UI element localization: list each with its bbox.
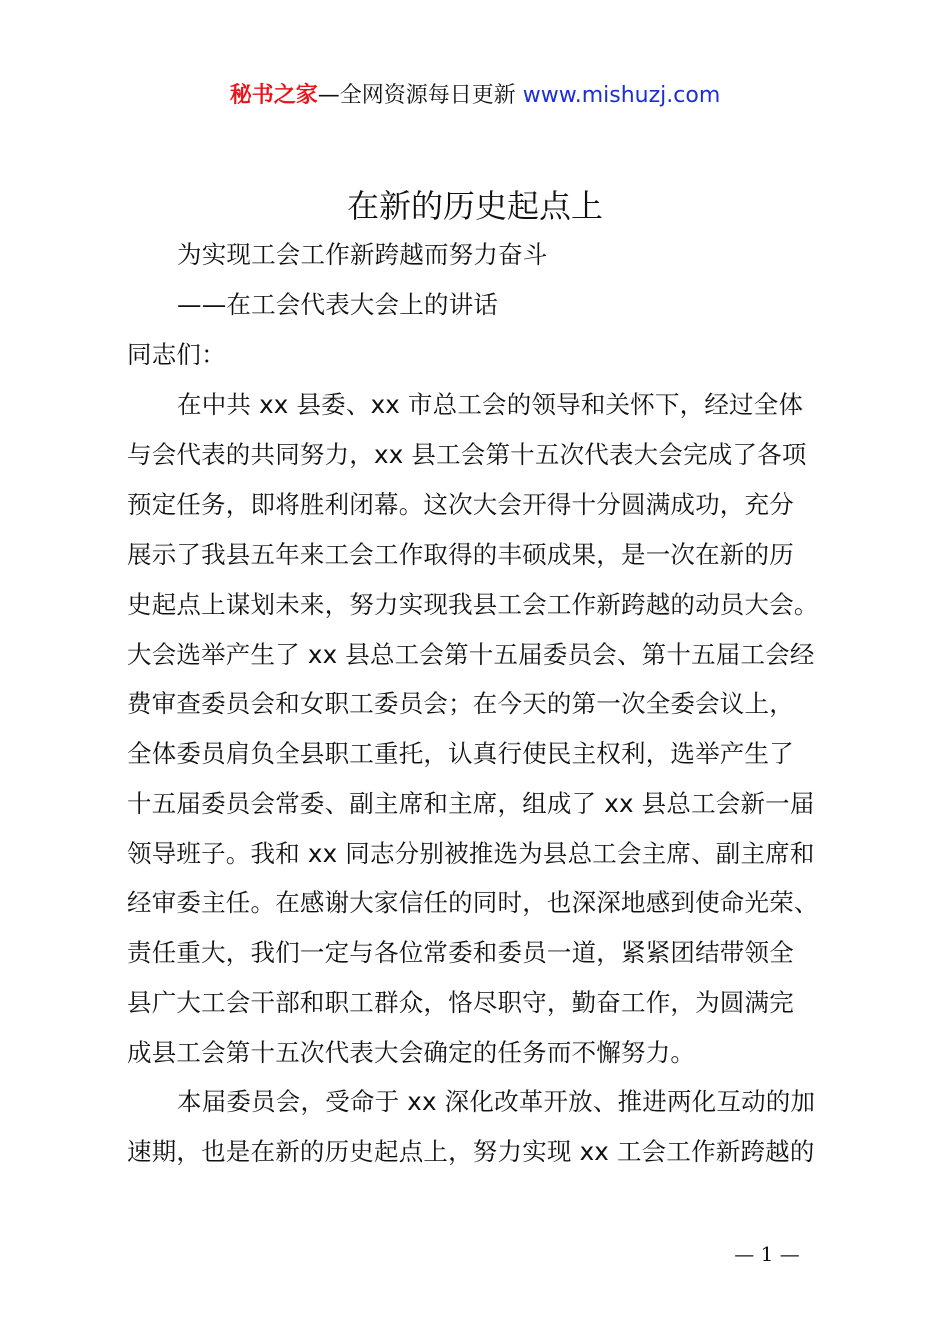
body-line: 费审查委员会和女职工委员会；在今天的第一次全委会议上， [127, 689, 794, 718]
body-line: 速期，也是在新的历史起点上，努力实现 xx 工会工作新跨越的 [127, 1137, 815, 1166]
body-line: 大会选举产生了 xx 县总工会第十五届委员会、第十五届工会经 [127, 640, 815, 669]
body-line: 与会代表的共同努力，xx 县工会第十五次代表大会完成了各项 [127, 440, 807, 469]
body-line: 县广大工会干部和职工群众，恪尽职守，勤奋工作，为圆满完 [127, 988, 794, 1017]
brand-name: 秘书之家 [229, 83, 318, 108]
body-line: 史起点上谋划未来，努力实现我县工会工作新跨越的动员大会。 [127, 590, 819, 619]
site-url-link[interactable]: www.mishuzj.com [522, 83, 721, 108]
body-line: 本届委员会，受命于 xx 深化改革开放、推进两化互动的加 [177, 1087, 816, 1116]
document-subtitle: 为实现工会工作新跨越而努力奋斗 [177, 240, 548, 269]
body-line: 展示了我县五年来工会工作取得的丰硕成果，是一次在新的历 [127, 540, 794, 569]
body-line: 全体委员肩负全县职工重托，认真行使民主权利，选举产生了 [127, 739, 794, 768]
header-tagline: —全网资源每日更新 [317, 83, 516, 108]
page-number: — 1 — [734, 1242, 800, 1266]
body-line: 十五届委员会常委、副主席和主席，组成了 xx 县总工会新一届 [127, 789, 815, 818]
site-header [0, 80, 950, 112]
body-line: 在中共 xx 县委、xx 市总工会的领导和关怀下，经过全体 [177, 390, 804, 419]
body-line: 成县工会第十五次代表大会确定的任务而不懈努力。 [127, 1038, 696, 1067]
speech-note: ——在工会代表大会上的讲话 [177, 290, 499, 319]
body-line: 经审委主任。在感谢大家信任的同时，也深深地感到使命光荣、 [127, 888, 819, 917]
document-title: 在新的历史起点上 [346, 187, 603, 225]
body-line: 责任重大，我们一定与各位常委和委员一道，紧紧团结带领全 [127, 938, 794, 967]
body-line: 领导班子。我和 xx 同志分别被推选为县总工会主席、副主席和 [127, 839, 815, 868]
salutation: 同志们： [127, 340, 226, 369]
body-line: 预定任务，即将胜利闭幕。这次大会开得十分圆满成功，充分 [127, 490, 794, 519]
